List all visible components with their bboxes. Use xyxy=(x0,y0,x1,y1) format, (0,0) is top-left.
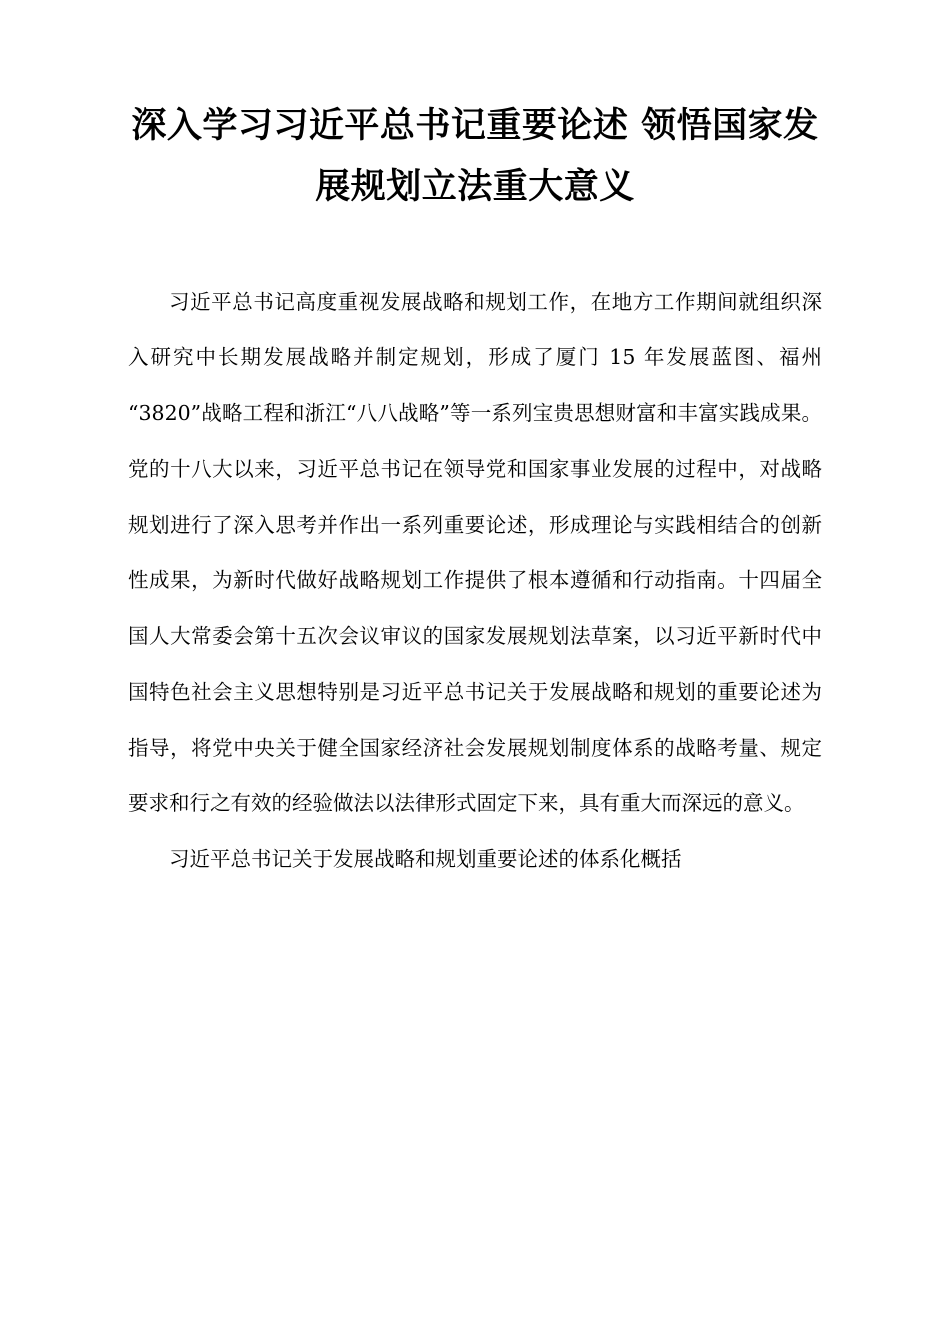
page-title: 深入学习习近平总书记重要论述 领悟国家发展规划立法重大意义 xyxy=(131,106,819,208)
document-body xyxy=(128,275,822,888)
paragraph-1: 习近平总书记高度重视发展战略和规划工作，在地方工作期间就组织深入研究中长期发展战略并制定规划，形成了厦门 15 年发展蓝图、福州“3820”战略工程和浙江“八八战略”等一系列宝贵思想财富和丰富实践成果。党的十八大以来，习近平总书记在领导党和国家事业发展的过程中，对战略规划进行了深入思考并作出一系列重要论述，形成理论与实践相结合的创新性成果，为新时代做好战略规划工作提供了根本遵循和行动指南。十四届全国人大常委会第十五次会议审议的国家发展规划法草案，以习近平新时代中国特色社会主义思想特别是习近平总书记关于发展战略和规划的重要论述为指导，将党中央关于健全国家经济社会发展规划制度体系的战略考量、规定要求和行之有效的经验做法以法律形式固定下来，具有重大而深远的意义。 xyxy=(128,289,822,816)
paragraph-2: 习近平总书记关于发展战略和规划重要论述的体系化概括 xyxy=(169,847,682,871)
